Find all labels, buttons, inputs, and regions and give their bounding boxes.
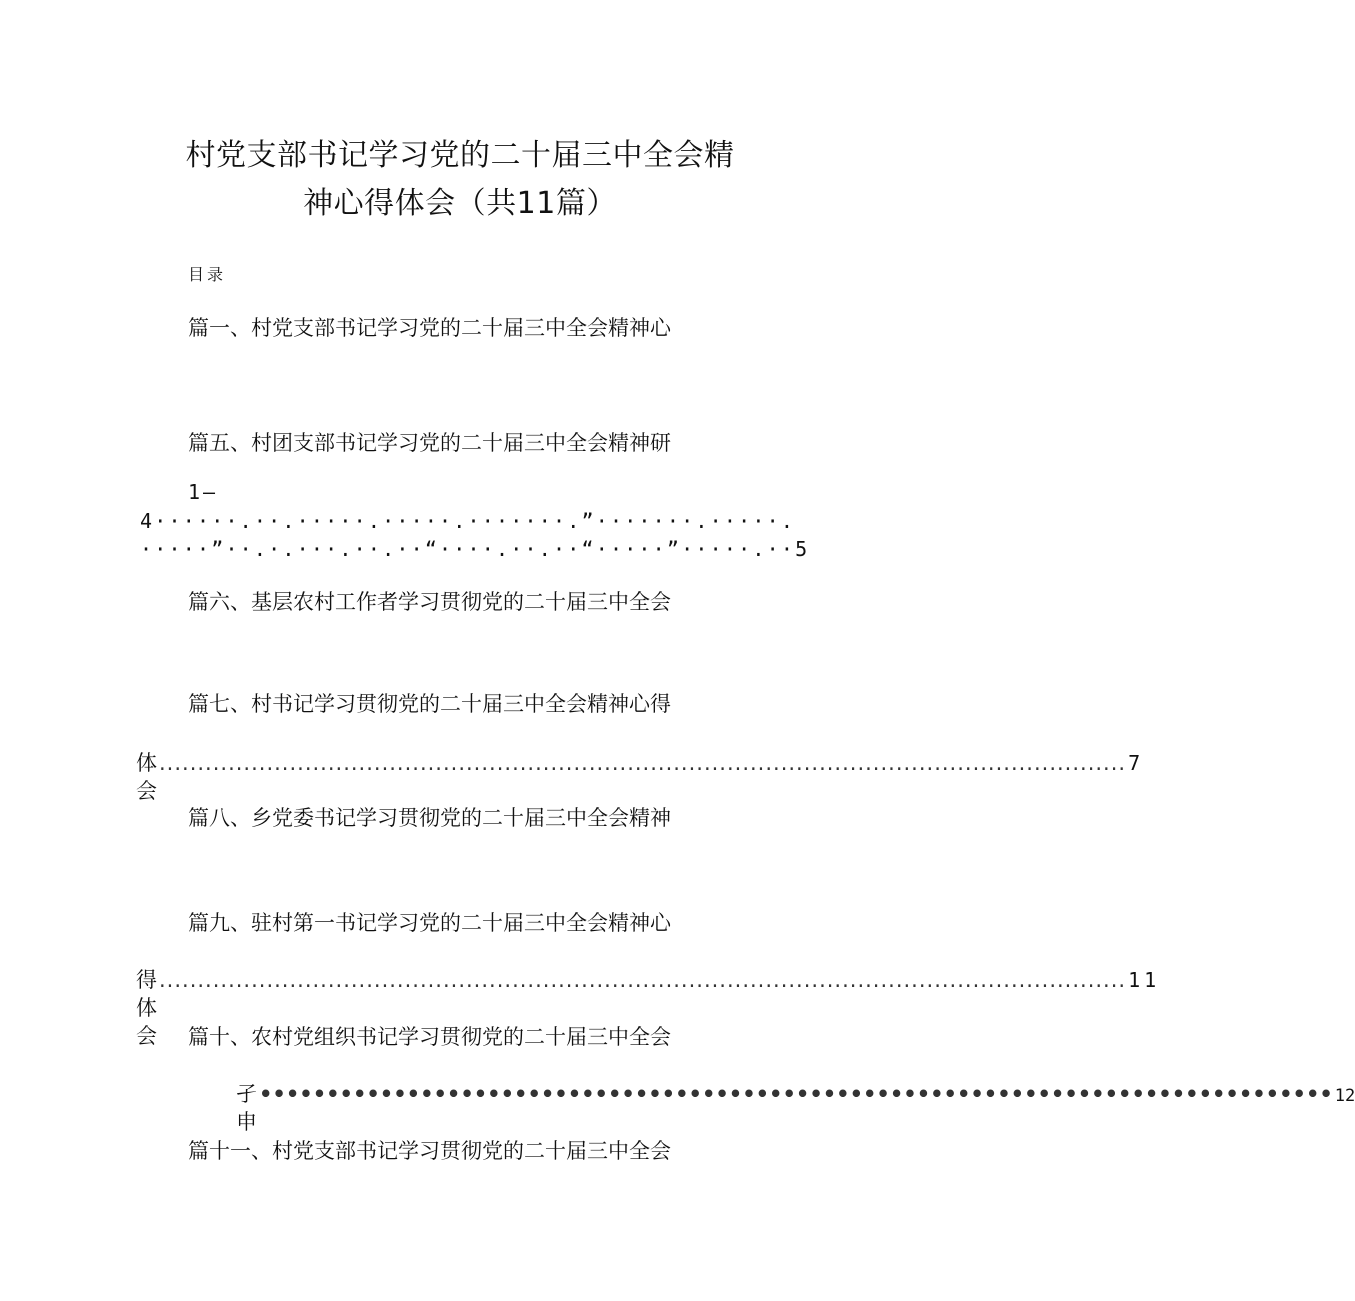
toc-entry-2-continuation: 1— <box>188 480 219 504</box>
toc-entry-7[interactable]: 篇十、农村党组织书记学习贯彻党的二十届三中全会 <box>188 1025 671 1049</box>
toc-entry-1[interactable]: 篇一、村党支部书记学习党的二十届三中全会精神心 <box>188 316 671 340</box>
toc-entry-8[interactable]: 篇十一、村党支部书记学习贯彻党的二十届三中全会 <box>188 1139 671 1163</box>
toc-entry-2-leader-line-2: ·····”··.·.···.··.··“····.··.··“·····”·····.··5 <box>140 537 810 561</box>
toc-entry-4-continuation: 体会 <box>136 751 157 803</box>
toc-entry-3[interactable]: 篇六、基层农村工作者学习贯彻党的二十届三中全会 <box>188 590 671 614</box>
toc-entry-7-leader-row <box>236 1080 1355 1136</box>
toc-entry-4[interactable]: 篇七、村书记学习贯彻党的二十届三中全会精神心得 <box>188 692 671 716</box>
toc-entry-4-leader-row <box>136 749 1141 805</box>
toc-entry-4-dot-leader: .............................................................................................................................. <box>159 751 1127 775</box>
toc-entry-7-continuation: 孑申 <box>236 1082 257 1134</box>
toc-entry-2-leader-line-1: 4······.··.·····.·····.·······.”·······.·····. <box>140 509 796 533</box>
toc-entry-6[interactable]: 篇九、驻村第一书记学习党的二十届三中全会精神心 <box>188 911 671 935</box>
toc-entry-6-continuation: 得体会 <box>136 968 157 1048</box>
toc-entry-7-page-number: 12 <box>1334 1086 1355 1106</box>
toc-heading: 目录 <box>188 265 227 284</box>
document-title-line-1: 村党支部书记学习党的二十届三中全会精 <box>185 138 735 173</box>
toc-entry-4-page-number: 7 <box>1128 751 1141 775</box>
document-title-line-2: 神心得体会（共11篇） <box>303 186 617 221</box>
toc-entry-7-dot-leader: •••••••••••••••••••••••••••••••••••••••••••••••••••••••••••••••••••••••••••••••• <box>259 1082 1333 1106</box>
toc-entry-6-page-number: 11 <box>1128 968 1161 992</box>
toc-entry-6-dot-leader: .............................................................................................................................. <box>159 968 1127 992</box>
toc-entry-2[interactable]: 篇五、村团支部书记学习党的二十届三中全会精神研 <box>188 431 671 455</box>
toc-entry-5[interactable]: 篇八、乡党委书记学习贯彻党的二十届三中全会精神 <box>188 806 671 830</box>
